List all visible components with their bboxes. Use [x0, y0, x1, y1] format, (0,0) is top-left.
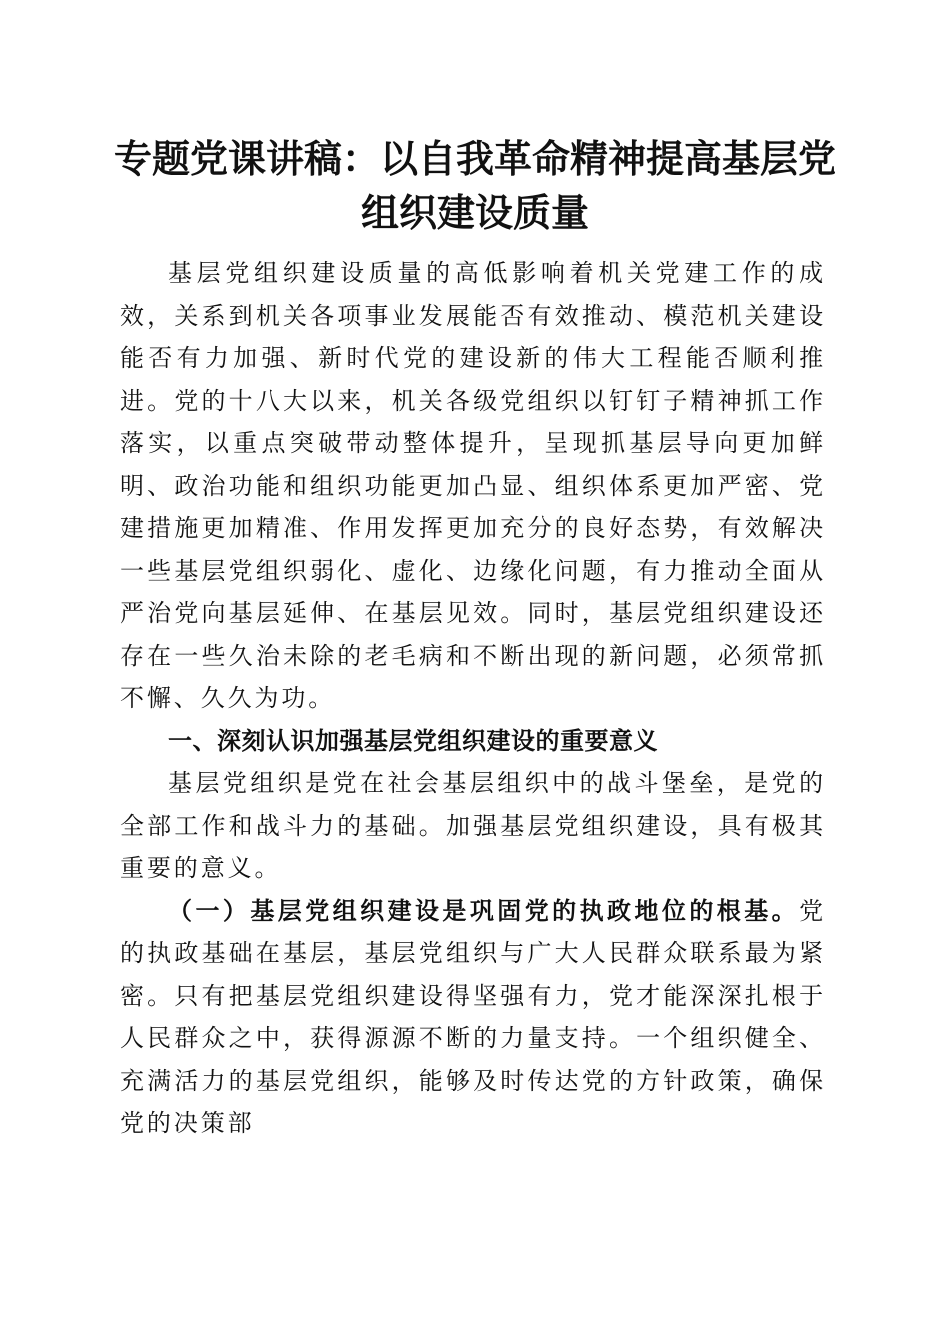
subsection-lead: （一）基层党组织建设是巩固党的执政地位的根基。: [168, 895, 800, 925]
section-heading: 一、深刻认识加强基层党组织建设的重要意义: [168, 726, 658, 755]
section-paragraph: 基层党组织是党在社会基层组织中的战斗堡垒，是党的全部工作和战斗力的基础。加强基层党组织建设，具有极其重要的意义。: [120, 769, 826, 882]
document-body: [120, 252, 826, 1145]
document-title: 专题党课讲稿：以自我革命精神提高基层党组织建设质量: [113, 136, 836, 235]
subsection-text: 党的执政基础在基层，基层党组织与广大人民群众联系最为紧密。只有把基层党组织建设得坚强有力，党才能深深扎根于人民群众之中，获得源源不断的力量支持。一个组织健全、充满活力的基层党组织，能够及时传达党的方针政策，确保党的决策部: [120, 896, 826, 1137]
intro-paragraph: 基层党组织建设质量的高低影响着机关党建工作的成效，关系到机关各项事业发展能否有效推动、模范机关建设能否有力加强、新时代党的建设新的伟大工程能否顺利推进。党的十八大以来，机关各级党组织以钉钉子精神抓工作落实，以重点突破带动整体提升，呈现抓基层导向更加鲜明、政治功能和组织功能更加凸显、组织体系更加严密、党建措施更加精准、作用发挥更加充分的良好态势，有效解决一些基层党组织弱化、虚化、边缘化问题，有力推动全面从严治党向基层延伸、在基层见效。同时，基层党组织建设还存在一些久治未除的老毛病和不断出现的新问题，必须常抓不懈、久久为功。: [120, 259, 826, 712]
subsection-paragraph: [120, 890, 826, 1145]
